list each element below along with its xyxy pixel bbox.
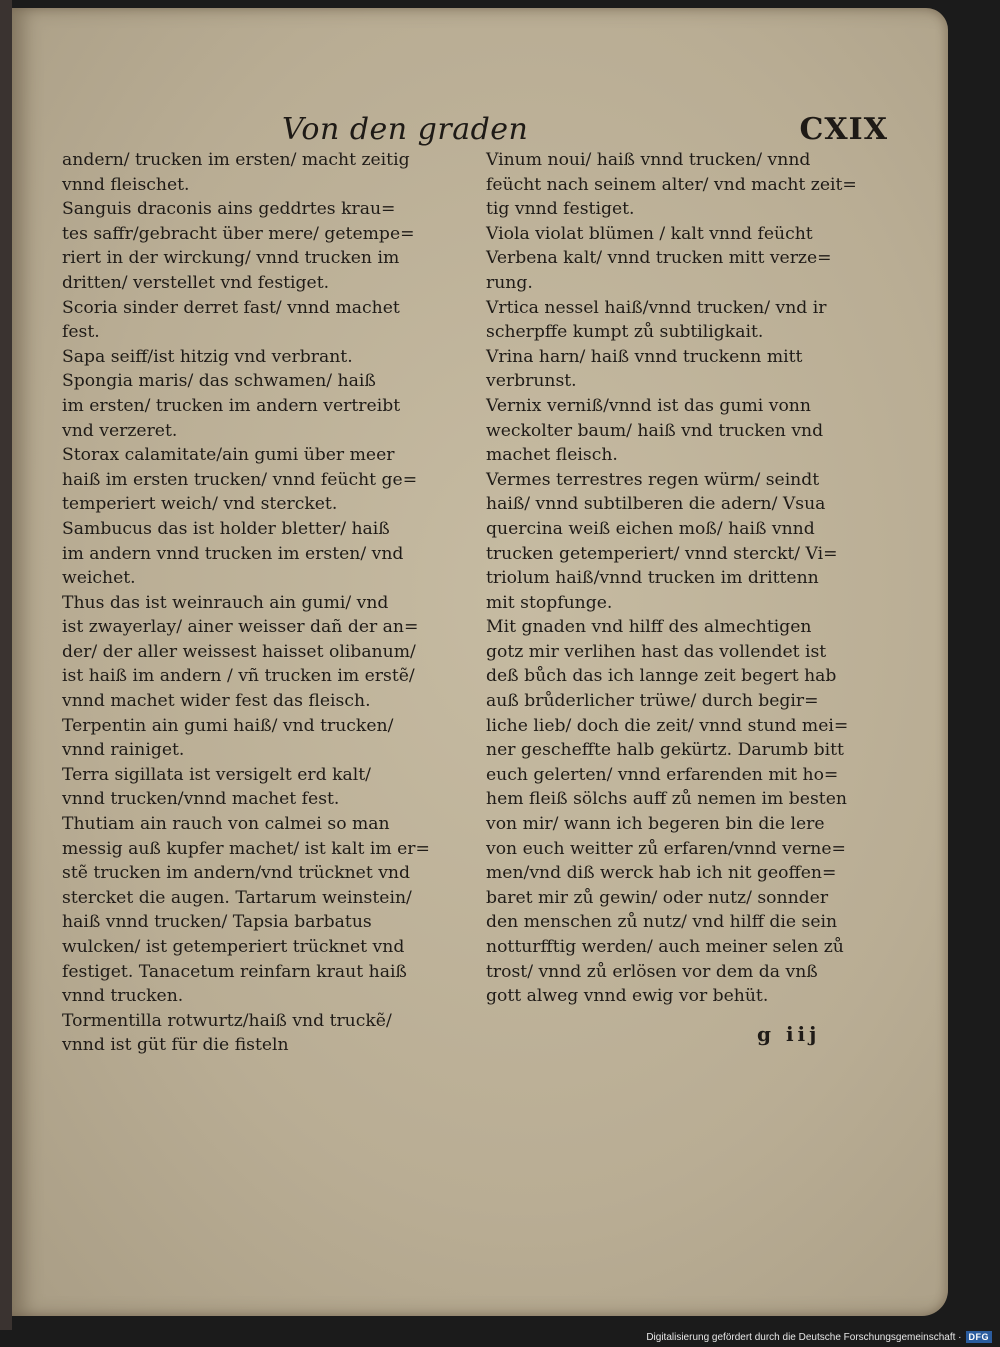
- text-line: gott alweg vnnd ewig vor behüt.: [486, 986, 769, 1007]
- text-line: vnnd fleischet.: [62, 174, 190, 195]
- text-line: ist zwayerlay/ ainer weisser dañ der an=: [62, 617, 419, 638]
- text-line: liche lieb/ doch die zeit/ vnnd stund mei=: [486, 715, 849, 736]
- text-line: Tormentilla rotwurtz/haiß vnd truckẽ/: [62, 1010, 392, 1031]
- text-line: Sapa seiff/ist hitzig vnd verbrant.: [62, 346, 353, 367]
- text-line: Terra sigillata ist versigelt erd kalt/: [62, 764, 371, 785]
- text-line: Thus das ist weinrauch ain gumi/ vnd: [62, 592, 389, 613]
- text-line: trost/ vnnd zů erlösen vor dem da vnß: [486, 961, 818, 982]
- book-page: [12, 8, 948, 1316]
- text-line: weichet.: [62, 568, 136, 589]
- text-line: tes saffr/gebracht über mere/ getempe=: [62, 223, 415, 244]
- text-line: weckolter baum/ haiß vnd trucken vnd: [486, 420, 824, 441]
- text-line: von mir/ wann ich begeren bin die lere: [486, 814, 825, 835]
- text-line: vnnd machet wider fest das fleisch.: [62, 691, 371, 712]
- text-line: trucken getemperiert/ vnnd sterckt/ Vi=: [486, 543, 838, 564]
- text-line: dritten/ verstellet vnd festiget.: [62, 272, 330, 293]
- text-line: Scoria sinder derret fast/ vnnd machet: [62, 297, 400, 318]
- text-line: gotz mir verlihen hast das vollendet ist: [486, 641, 827, 662]
- text-line: vnnd rainiget.: [62, 740, 185, 761]
- text-line: rung.: [486, 272, 533, 293]
- text-line: mit stopfunge.: [486, 592, 613, 613]
- text-line: baret mir zů gewin/ oder nutz/ sonnder: [486, 887, 829, 908]
- text-line: wulcken/ ist getemperiert trücknet vnd: [62, 937, 405, 957]
- text-line: Thutiam ain rauch von calmei so man: [62, 814, 390, 835]
- signature-mark: g iij: [757, 1022, 821, 1046]
- text-line: machet fleisch.: [486, 445, 618, 466]
- footer-credit: Digitalisierung gefördert durch die Deutsche Forschungsgemeinschaft ·: [646, 1331, 962, 1343]
- text-line: Sanguis draconis ains geddrtes krau=: [62, 199, 396, 220]
- text-line: Spongia maris/ das schwamen/ haiß: [62, 371, 376, 392]
- text-line: hem fleiß sölchs auff zů nemen im besten: [486, 789, 847, 810]
- text-line: Storax calamitate/ain gumi über meer: [62, 445, 395, 466]
- text-line: vnnd ist güt für die fisteln: [62, 1035, 289, 1056]
- text-line: quercina weiß eichen moß/ haiß vnnd: [486, 518, 815, 539]
- text-line: Vermes terrestres regen würm/ seindt: [486, 469, 820, 490]
- text-line: fest.: [62, 322, 100, 343]
- text-line: im andern vnnd trucken im ersten/ vnd: [62, 543, 404, 564]
- text-line: tig vnnd festiget.: [486, 199, 635, 220]
- left-text-column: [62, 148, 472, 1058]
- text-line: verbrunst.: [486, 371, 577, 392]
- text-line: den menschen zů nutz/ vnd hilff die sein: [486, 912, 838, 933]
- text-line: ner gescheffte halb gekürtz. Darumb bitt: [486, 740, 844, 761]
- text-line: Vernix verniß/vnnd ist das gumi vonn: [486, 395, 811, 416]
- text-line: stẽ trucken im andern/vnd trücknet vnd: [62, 863, 410, 884]
- text-line: auß brůderlicher trüwe/ durch begir=: [486, 691, 819, 712]
- text-line: Vrtica nessel haiß/vnnd trucken/ vnd ir: [486, 297, 827, 318]
- text-line: vnnd trucken/vnnd machet fest.: [62, 789, 340, 810]
- text-line: im ersten/ trucken im andern vertreibt: [62, 395, 401, 416]
- text-line: feücht nach seinem alter/ vnd macht zeit=: [486, 174, 857, 195]
- text-line: Mit gnaden vnd hilff des almechtigen: [486, 617, 812, 638]
- text-line: Terpentin ain gumi haiß/ vnd trucken/: [62, 715, 394, 736]
- text-line: men/vnd diß werck hab ich nit geoffen=: [486, 863, 837, 884]
- text-line: ist haiß im andern / vñ trucken im erstẽ/: [62, 666, 415, 687]
- text-line: triolum haiß/vnnd trucken im drittenn: [486, 568, 819, 589]
- text-line: Vinum noui/ haiß vnnd trucken/ vnnd: [486, 150, 811, 170]
- text-line: Sambucus das ist holder bletter/ haiß: [62, 518, 390, 539]
- text-line: haiß vnnd trucken/ Tapsia barbatus: [62, 912, 372, 933]
- text-line: scherpffe kumpt zů subtiligkait.: [486, 322, 764, 343]
- dfg-logo-icon: DFG: [966, 1331, 993, 1343]
- text-line: Vrina harn/ haiß vnnd truckenn mitt: [486, 346, 803, 367]
- text-line: messig auß kupfer machet/ ist kalt im er=: [62, 838, 430, 859]
- text-line: notturfftig werden/ auch meiner selen zů: [486, 937, 844, 957]
- text-line: deß bůch das ich lannge zeit begert hab: [486, 666, 837, 687]
- text-line: Verbena kalt/ vnnd trucken mitt verze=: [486, 248, 832, 269]
- right-text-column: [486, 148, 906, 1009]
- text-line: vnd verzeret.: [62, 420, 178, 441]
- scan-left-edge: [0, 0, 12, 1330]
- text-line: der/ der aller weissest haisset olibanum/: [62, 641, 416, 662]
- text-line: euch gelerten/ vnnd erfarenden mit ho=: [486, 764, 839, 785]
- text-line: riert in der wirckung/ vnnd trucken im: [62, 248, 400, 269]
- digitization-footer: [646, 1329, 992, 1345]
- text-line: Viola violat blümen / kalt vnnd feücht: [486, 223, 813, 244]
- text-line: vnnd trucken.: [62, 986, 184, 1007]
- text-line: haiß im ersten trucken/ vnnd feücht ge=: [62, 469, 418, 490]
- text-line: von euch weitter zů erfaren/vnnd verne=: [486, 838, 846, 859]
- text-line: festiget. Tanacetum reinfarn kraut haiß: [62, 961, 407, 982]
- text-line: andern/ trucken im ersten/ macht zeitig: [62, 150, 410, 170]
- text-line: temperiert weich/ vnd stercket.: [62, 494, 338, 515]
- text-line: haiß/ vnnd subtilberen die adern/ Vsua: [486, 494, 826, 515]
- running-head-title: Von den graden: [282, 112, 529, 147]
- text-line: stercket die augen. Tartarum weinstein/: [62, 887, 412, 908]
- folio-number: CXIX: [799, 112, 888, 147]
